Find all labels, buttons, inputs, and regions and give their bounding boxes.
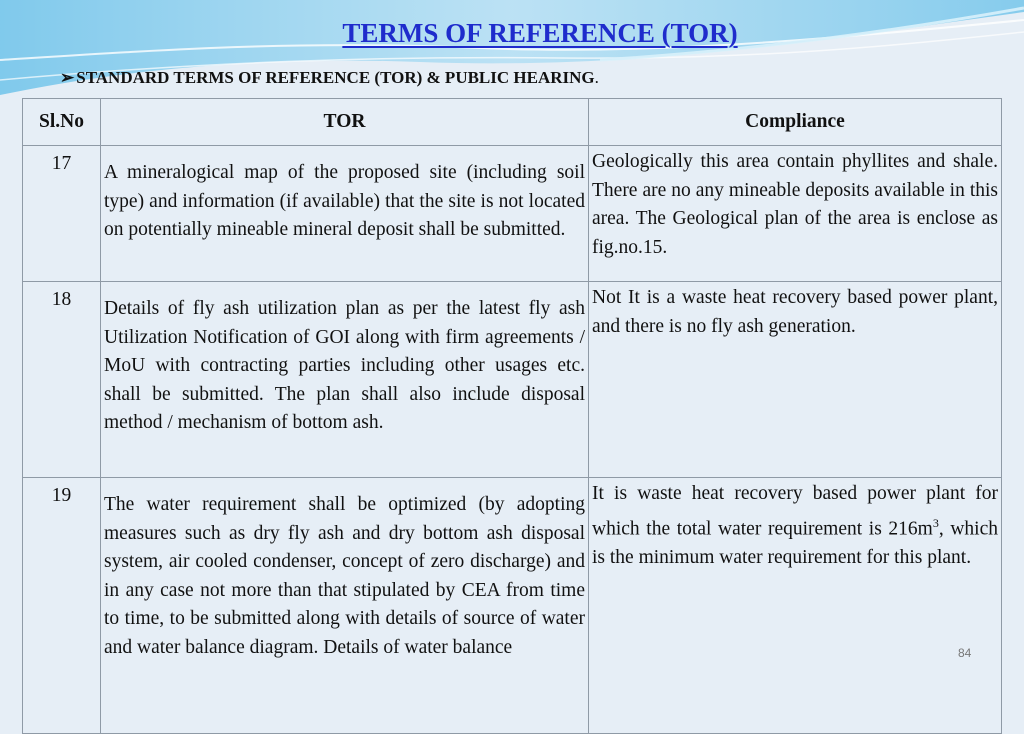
arrow-bullet-icon: ➢ [60,68,75,87]
compliance-text-part: , which is the minimum water requirement for this plant. [592,518,999,568]
cell-tor: Details of fly ash utilization plan as per the latest fly ash Utilization Notification of GOI along with firm agreements / MoU with contracting parties including other usages etc. shall be submitted. The plan shall also include disposal method / mechanism of bottom ash. [101,282,589,478]
table-header-row [23,99,1002,146]
cell-slno: 17 [23,146,101,282]
subtitle-suffix: . [594,68,599,87]
superscript-3: 3 [932,515,939,530]
subtitle-text: STANDARD TERMS OF REFERENCE (TOR) & PUBLIC HEARING [76,68,595,87]
header-tor: TOR [101,99,589,146]
cell-compliance: Not It is a waste heat recovery based power plant, and there is no fly ash generation. [589,282,1002,478]
cell-slno: 19 [23,478,101,734]
compliance-text-part: It is waste heat recovery based power plant for which the total water requirement is 216m [592,483,998,539]
slide-title: TERMS OF REFERENCE (TOR) [342,18,738,48]
header-compliance: Compliance [589,99,1002,146]
cell-compliance [589,478,1002,734]
tor-compliance-table [22,98,1002,734]
header-slno: Sl.No [23,99,101,146]
page-number: 84 [958,646,972,660]
cell-compliance: Geologically this area contain phyllites and shale. There are no any mineable deposits available in this area. The Geological plan of the area is enclose as fig.no.15. [589,146,1002,282]
cell-tor: A mineralogical map of the proposed site (including soil type) and information (if available) that the site is not located on potentially mineable mineral deposit shall be submitted. [101,146,589,282]
slide-subtitle [60,68,599,88]
cell-slno: 18 [23,282,101,478]
cell-tor: The water requirement shall be optimized (by adopting measures such as dry fly ash and dry bottom ash disposal system, air cooled condenser, concept of zero discharge) and in any case not more than that stipulated by CEA from time to time, to be submitted along with details of source of water and water balance diagram. Details of water balance [101,478,589,734]
table-row [23,478,1002,734]
table-row [23,146,1002,282]
table-row [23,282,1002,478]
